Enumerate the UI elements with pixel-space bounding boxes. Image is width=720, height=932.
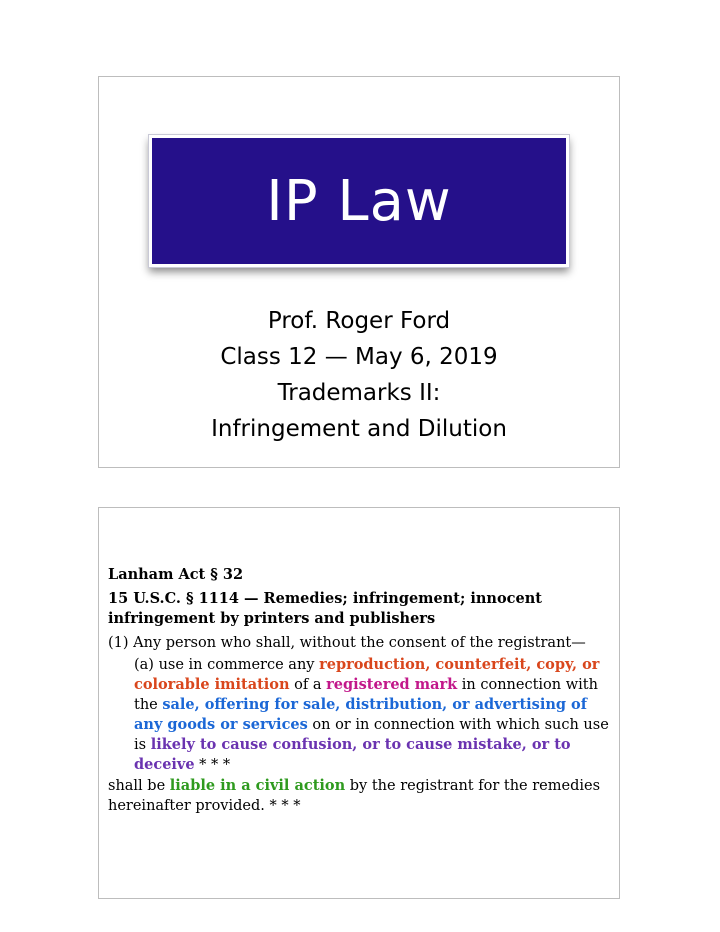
highlight-civil-action: liable in a civil action (169, 777, 346, 794)
subtitle-block (99, 303, 619, 447)
slide-1 (98, 76, 620, 468)
text-run: of a (289, 677, 327, 693)
statute-paragraph-a (134, 655, 616, 775)
subtitle-line-presenter: Prof. Roger Ford (267, 308, 451, 334)
text-run: (a) use in commerce any (134, 657, 320, 673)
statute-paragraph-1: (1) Any person who shall, without the consent of the registrant— (108, 635, 586, 651)
statute-closing (108, 776, 616, 816)
highlight-registered-mark: registered mark (326, 676, 458, 693)
subtitle-line-topic: Trademarks II: (277, 380, 441, 406)
statute-subheading: 15 U.S.C. § 1114 — Remedies; infringement; innocent infringement by printers and publishers (108, 590, 542, 627)
slide-2 (98, 507, 620, 899)
text-run: * * * (194, 757, 231, 773)
text-run: in connection with the (134, 677, 598, 713)
title-box (149, 135, 569, 267)
highlight-reproduction: reproduction, counterfeit, copy, or colorable imitation (134, 656, 600, 693)
text-run: by the registrant for the remedies hereinafter provided. * * * (108, 778, 601, 814)
statute-text (108, 565, 616, 816)
text-run: shall be (108, 778, 170, 794)
statute-heading: Lanham Act § 32 (108, 566, 244, 583)
highlight-likely-confusion: likely to cause confusion, or to cause mistake, or to deceive (134, 736, 571, 773)
subtitle-line-subtopic: Infringement and Dilution (211, 416, 507, 442)
slide-title: IP Law (266, 168, 452, 234)
highlight-sale-goods: sale, offering for sale, distribution, or advertising of any goods or services (134, 696, 587, 733)
subtitle-line-class: Class 12 — May 6, 2019 (220, 344, 498, 370)
text-run: on or in connection with which such use is (134, 717, 609, 753)
